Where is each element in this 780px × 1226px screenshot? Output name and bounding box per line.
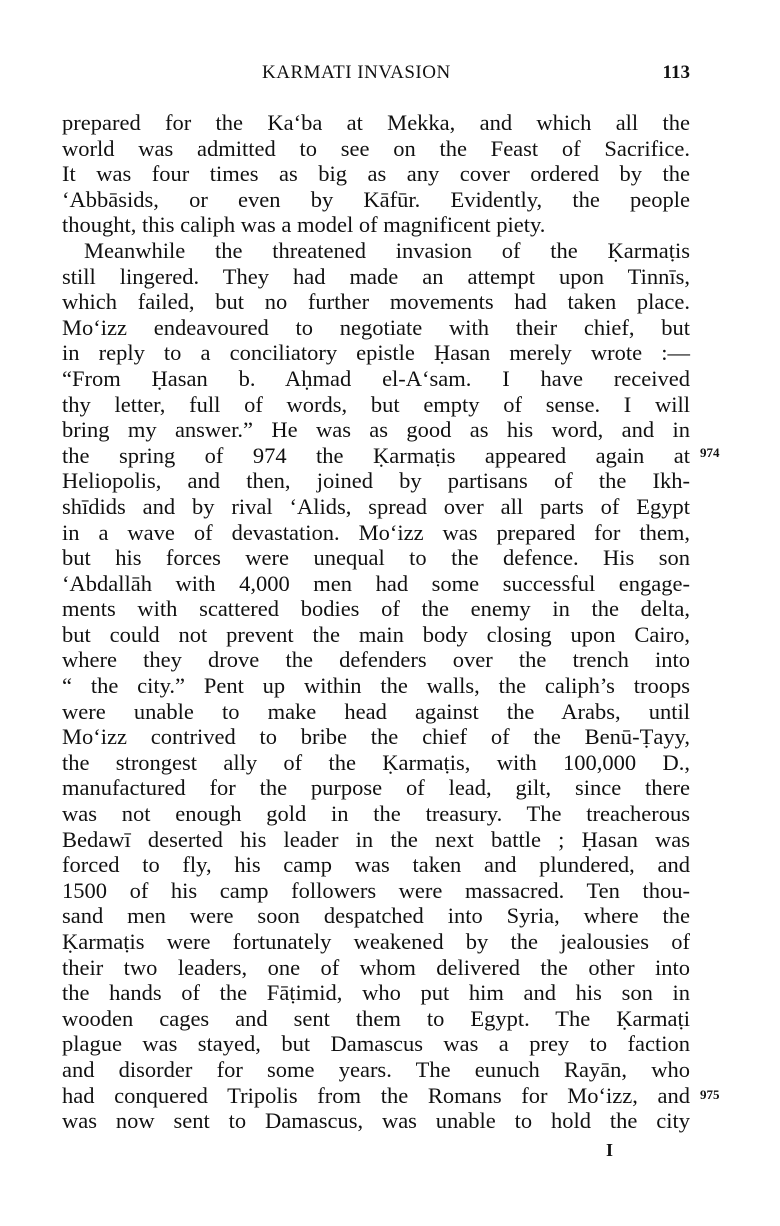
text-line: which failed, but no further movements had taken place.	[62, 289, 690, 315]
text-line: ments with scattered bodies of the enemy in the delta,	[62, 596, 690, 622]
text-line: ‘Abdallāh with 4,000 men had some successful engage-	[62, 570, 690, 596]
text-line: 1500 of his camp followers were massacred. Ten thou-	[62, 877, 690, 903]
page-header	[62, 62, 690, 90]
text-line: thought, this caliph was a model of magnificent piety.	[62, 212, 546, 238]
text-line: but could not prevent the main body closing upon Cairo,	[62, 621, 690, 647]
text-line: where they drove the defenders over the trench into	[62, 647, 690, 673]
text-line: sand men were soon despatched into Syria, where the	[62, 903, 690, 929]
text-line: Bedawī deserted his leader in the next battle ; Ḥasan was	[62, 826, 690, 852]
text-line: was now sent to Damascus, was unable to hold the city	[62, 1108, 690, 1134]
text-line: and disorder for some years. The eunuch Rayān, who	[62, 1056, 690, 1082]
text-line: was not enough gold in the treasury. The treacherous	[62, 801, 690, 827]
text-line: were unable to make head against the Arabs, until	[62, 698, 690, 724]
text-line: Mo‘izz contrived to bribe the chief of the Benū-Ṭayy,	[62, 724, 690, 750]
margin-note-year: 975	[700, 1087, 720, 1102]
margin-note-year: 974	[700, 445, 720, 460]
text-line: the spring of 974 the Ḳarmaṭis appeared again at	[62, 442, 690, 468]
text-line: thy letter, full of words, but empty of sense. I will	[62, 391, 690, 417]
text-line: ‘Abbāsids, or even by Kāfūr. Evidently, the people	[62, 186, 690, 212]
text-line: forced to fly, his camp was taken and plundered, and	[62, 852, 690, 878]
page-number: 113	[662, 62, 690, 83]
text-line: Meanwhile the threatened invasion of the Ḳarmaṭis	[84, 237, 690, 263]
text-line: plague was stayed, but Damascus was a prey to faction	[62, 1031, 690, 1057]
text-line: It was four times as big as any cover ordered by the	[62, 161, 690, 187]
text-line: bring my answer.” He was as good as his word, and in	[62, 417, 690, 443]
text-line: Heliopolis, and then, joined by partisans of the Ikh-	[62, 468, 690, 494]
body-text	[62, 110, 690, 1134]
text-line: the strongest ally of the Ḳarmaṭis, with 100,000 D.,	[62, 749, 690, 775]
text-line: manufactured for the purpose of lead, gilt, since there	[62, 775, 690, 801]
text-line: “From Ḥasan b. Aḥmad el-A‘sam. I have received	[62, 365, 690, 391]
text-line: “ the city.” Pent up within the walls, the caliph’s troops	[62, 673, 690, 699]
text-line: wooden cages and sent them to Egypt. The Ḳarmaṭi	[62, 1005, 690, 1031]
text-line: Ḳarmaṭis were fortunately weakened by the jealousies of	[62, 929, 690, 954]
text-line: the hands of the Fāṭimid, who put him and his son in	[62, 980, 690, 1006]
signature-mark: I	[606, 1140, 614, 1160]
text-line: shīdids and by rival ‘Alids, spread over all parts of Egypt	[62, 493, 690, 519]
text-line: Mo‘izz endeavoured to negotiate with their chief, but	[62, 314, 690, 340]
text-line: still lingered. They had made an attempt upon Tinnīs,	[62, 263, 690, 289]
text-line: world was admitted to see on the Feast of Sacrifice.	[62, 135, 690, 161]
text-line: prepared for the Ka‘ba at Mekka, and which all the	[62, 110, 690, 135]
text-line: had conquered Tripolis from the Romans for Mo‘izz, and	[62, 1082, 690, 1108]
text-line: but his forces were unequal to the defence. His son	[62, 545, 690, 571]
text-line: in reply to a conciliatory epistle Ḥasan merely wrote :—	[62, 340, 690, 366]
text-line: in a wave of devastation. Mo‘izz was prepared for them,	[62, 519, 690, 545]
text-line: their two leaders, one of whom delivered the other into	[62, 954, 690, 980]
running-title: KARMATI INVASION	[262, 62, 451, 83]
